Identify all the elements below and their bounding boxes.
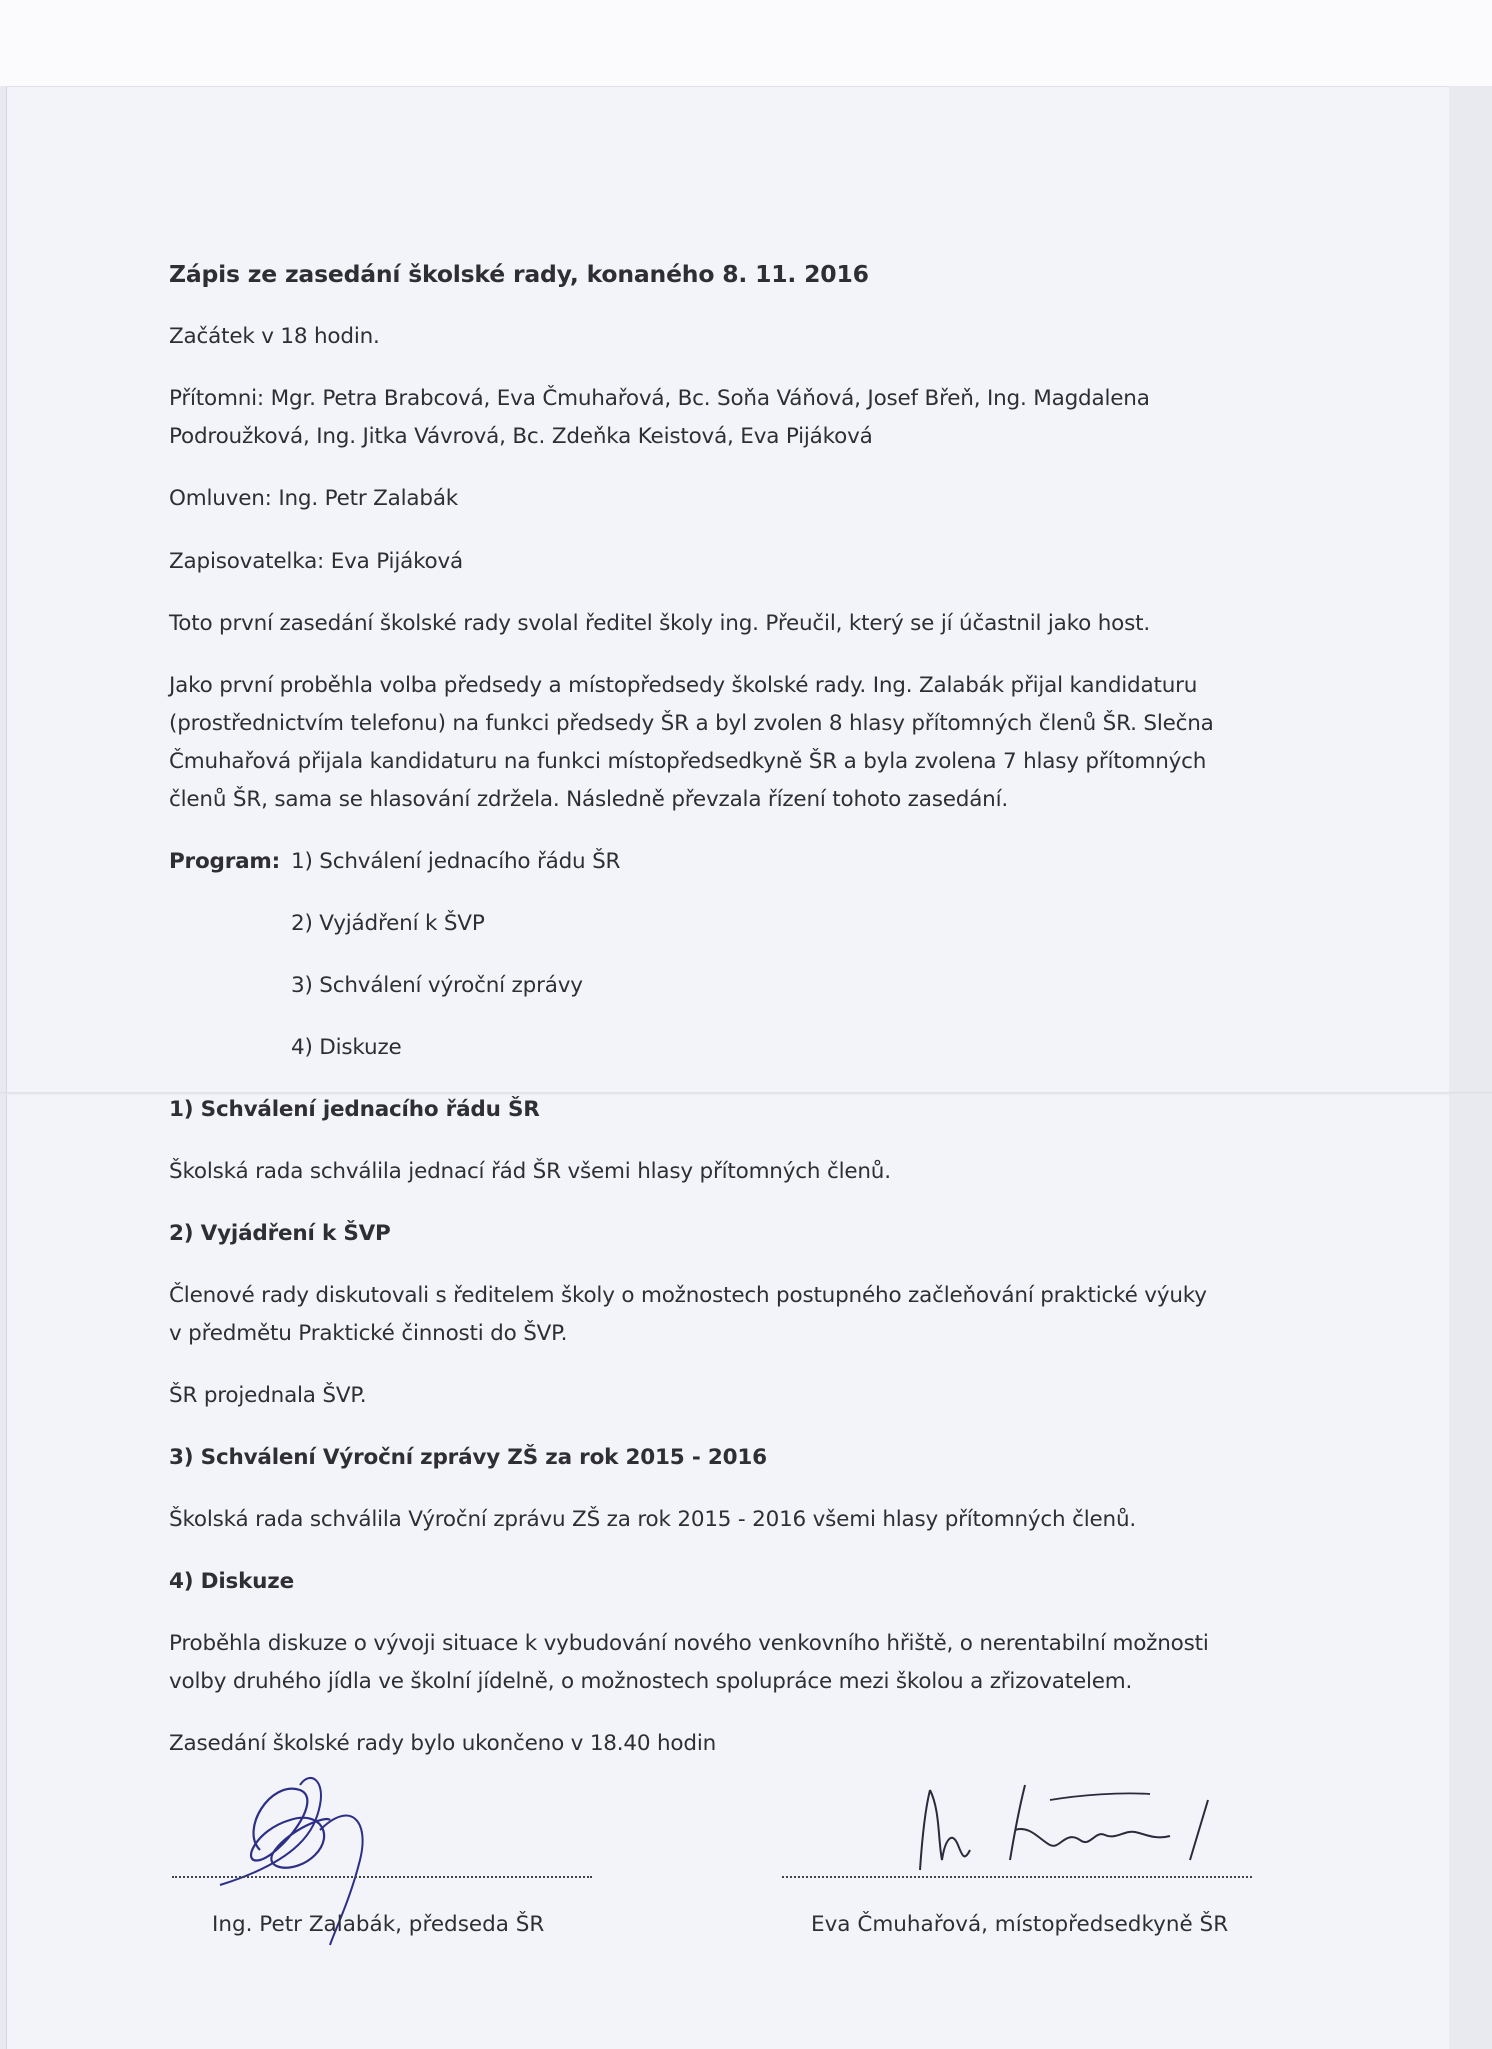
program-item: 2) Vyjádření k ŠVP xyxy=(291,911,485,936)
signature-line-right xyxy=(782,1876,1252,1878)
program-item: 3) Schválení výroční zprávy xyxy=(291,973,583,998)
document-title: Zápis ze zasedání školské rady, konaného 8. 11. 2016 xyxy=(169,260,869,288)
start-time: Začátek v 18 hodin. xyxy=(169,324,380,349)
attendees-line-1: Přítomni: Mgr. Petra Brabcová, Eva Čmuhařová, Bc. Soňa Váňová, Josef Břeň, Ing. Magdalena xyxy=(169,386,1150,411)
program-item: 1) Schválení jednacího řádu ŠR xyxy=(291,849,621,874)
scan-top-margin xyxy=(0,0,1492,86)
election-line-1: Jako první proběhla volba předsedy a místopředsedy školské rady. Ing. Zalabák přijal kandidaturu xyxy=(169,673,1198,698)
attendees-line-2: Podroužková, Ing. Jitka Vávrová, Bc. Zdeňka Keistová, Eva Pijáková xyxy=(169,424,873,449)
election-line-2: (prostřednictvím telefonu) na funkci předsedy ŠR a byl zvolen 8 hlasy přítomných členů ŠR. Slečna xyxy=(169,711,1214,736)
signature-line-left xyxy=(172,1876,592,1878)
section-2-text-line-2: v předmětu Praktické činnosti do ŠVP. xyxy=(169,1321,568,1346)
excused-member: Omluven: Ing. Petr Zalabák xyxy=(169,486,459,511)
election-line-4: členů ŠR, sama se hlasování zdržela. Následně převzala řízení tohoto zasedání. xyxy=(169,787,1009,812)
section-1-text: Školská rada schválila jednací řád ŠR všemi hlasy přítomných členů. xyxy=(169,1159,891,1184)
section-4-text-line-2: volby druhého jídla ve školní jídelně, o možnostech spolupráce mezi školou a zřizovatelem. xyxy=(169,1669,1133,1694)
recorder: Zapisovatelka: Eva Pijáková xyxy=(169,549,464,574)
convened-note: Toto první zasedání školské rady svolal ředitel školy ing. Přeučil, který se jí účastnil jako host. xyxy=(169,611,1150,636)
program-item: 4) Diskuze xyxy=(291,1035,402,1060)
election-line-3: Čmuhařová přijala kandidaturu na funkci místopředsedkyně ŠR a byla zvolena 7 hlasy přítomných xyxy=(169,749,1207,774)
section-heading-3: 3) Schválení Výroční zprávy ZŠ za rok 2015 - 2016 xyxy=(169,1445,767,1470)
signature-right xyxy=(890,1770,1270,1880)
signatory-chair: Ing. Petr Zalabák, předseda ŠR xyxy=(212,1912,545,1937)
section-heading-2: 2) Vyjádření k ŠVP xyxy=(169,1221,391,1246)
program-label: Program: xyxy=(169,849,281,874)
section-2-extra: ŠR projednala ŠVP. xyxy=(169,1383,367,1408)
section-heading-1: 1) Schválení jednacího řádu ŠR xyxy=(169,1097,540,1122)
section-4-text-line-1: Proběhla diskuze o vývoji situace k vybudování nového venkovního hřiště, o nerentabilní možnosti xyxy=(169,1631,1209,1656)
signatory-vice-chair: Eva Čmuhařová, místopředsedkyně ŠR xyxy=(811,1912,1229,1937)
closing-statement: Zasedání školské rady bylo ukončeno v 18.40 hodin xyxy=(169,1731,717,1756)
section-heading-4: 4) Diskuze xyxy=(169,1569,294,1594)
section-3-text: Školská rada schválila Výroční zprávu ZŠ za rok 2015 - 2016 všemi hlasy přítomných členů. xyxy=(169,1507,1137,1532)
section-2-text-line-1: Členové rady diskutovali s ředitelem školy o možnostech postupného začleňování praktické výuky xyxy=(169,1283,1207,1308)
